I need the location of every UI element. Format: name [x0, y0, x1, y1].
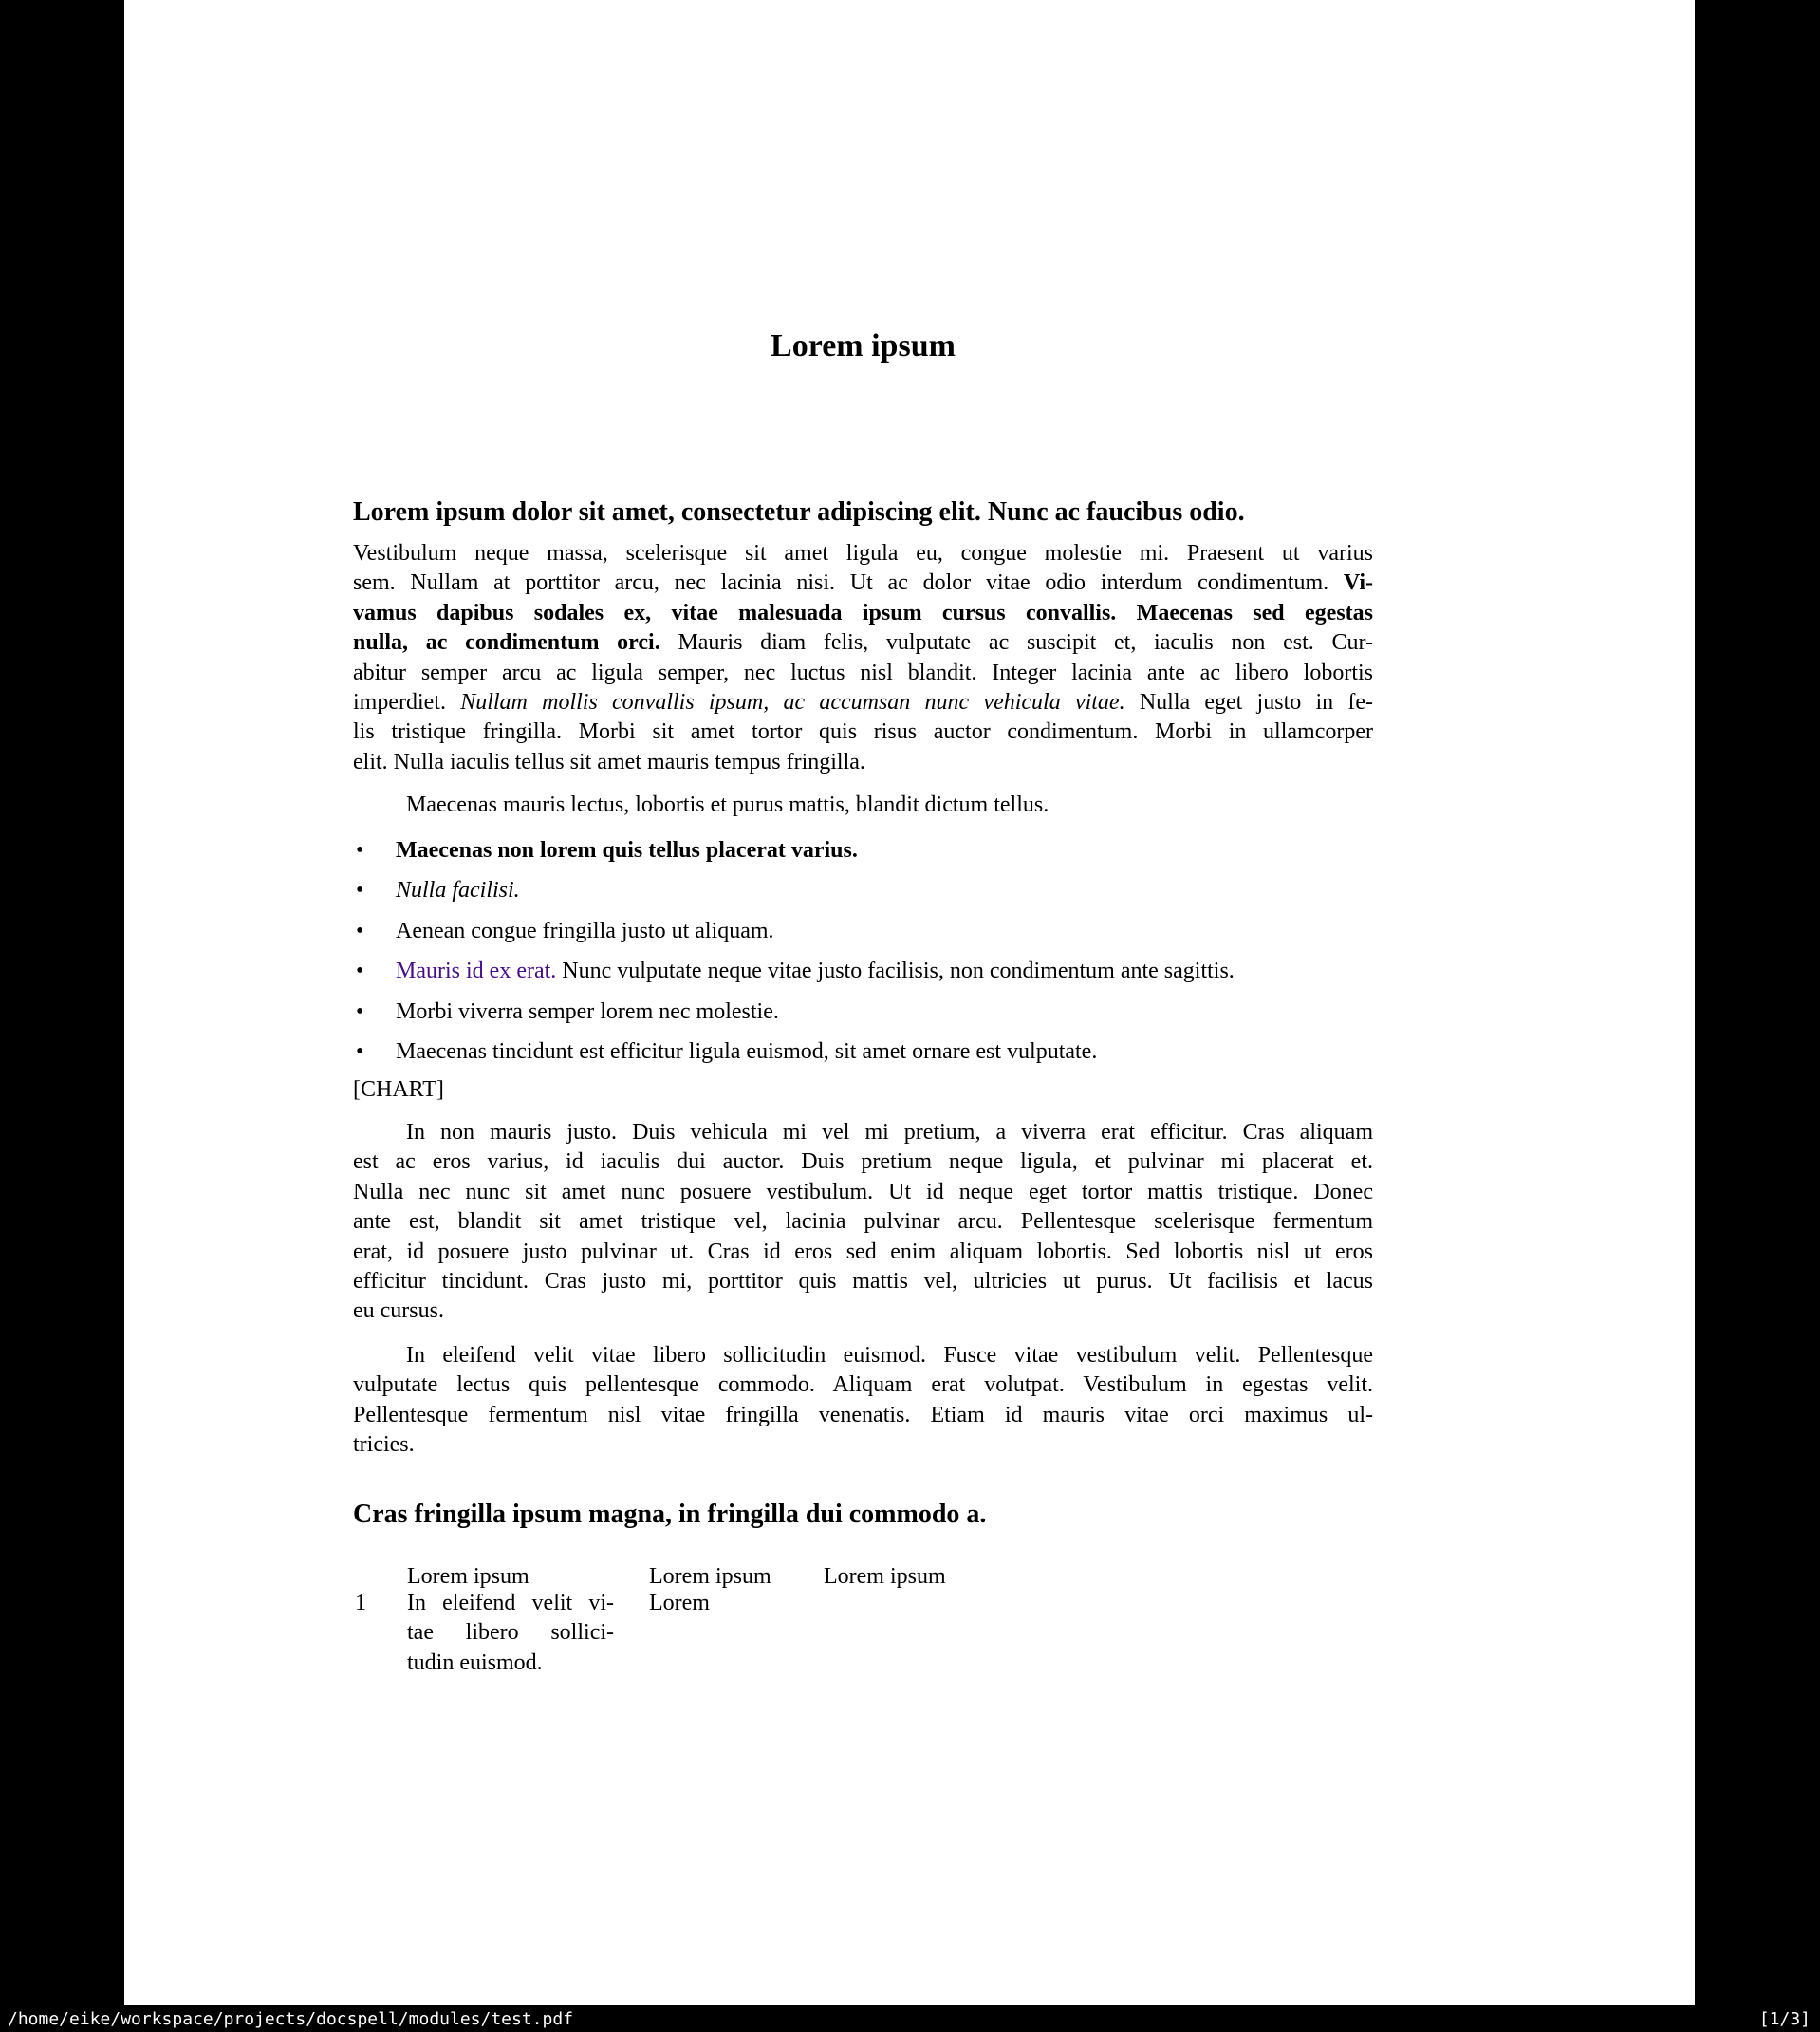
list-item: [353, 957, 1373, 986]
text-run: In non mauris justo. Duis vehicula mi vel mi pretium, a viverra erat efficitur. Cras aliquam: [406, 1120, 1373, 1145]
text-run: tricies.: [353, 1432, 415, 1458]
bullet-icon: •: [356, 1039, 364, 1065]
text-run: efficitur tincidunt. Cras justo mi, porttitor quis mattis vel, ultricies ut purus. Ut facilisis et lacus: [353, 1269, 1373, 1295]
text-run: erat, id posuere justo pulvinar ut. Cras id eros sed enim aliquam lobortis. Sed lobortis nisl ut eros: [353, 1239, 1373, 1264]
bullet-list: [353, 836, 1373, 1077]
text-run: ante est, blandit sit amet tristique vel, lacinia pulvinar arcu. Pellentesque scelerisque fermentum: [353, 1209, 1373, 1235]
text-run: Morbi viverra semper lorem nec molestie.: [396, 998, 779, 1024]
text-run: imperdiet.: [353, 690, 461, 716]
table-header-cell: Lorem ipsum: [824, 1564, 946, 1589]
text-run: Mauris diam felis, vulputate ac suscipit et, iaculis non est. Cur-: [678, 630, 1374, 656]
table-header-cell: Lorem ipsum: [407, 1564, 529, 1589]
text-run: lis tristique fringilla. Morbi sit amet tortor quis risus auctor condimentum. Morbi in ullamcorper: [353, 719, 1373, 745]
paragraph: [353, 1341, 1373, 1461]
inline-link[interactable]: Mauris id ex erat.: [396, 959, 557, 984]
text-run: Aenean congue fringilla justo ut aliquam.: [396, 918, 774, 943]
bullet-icon: •: [356, 878, 364, 904]
table-header-cell: Lorem ipsum: [649, 1564, 771, 1589]
text-run: In eleifend velit vi-: [407, 1591, 614, 1615]
bullet-icon: •: [356, 998, 364, 1024]
list-item: [353, 917, 1373, 946]
text-line: [407, 1618, 614, 1648]
text-line: [353, 539, 1373, 569]
table-cell: Lorem: [649, 1591, 710, 1615]
text-line: [353, 1401, 1373, 1430]
text-line: [353, 569, 1373, 598]
list-item: [353, 836, 1373, 866]
text-line: [407, 1589, 614, 1618]
text-run: In eleifend velit vitae libero sollicitudin euismod. Fusce vitae vestibulum velit. Pellentesque: [406, 1343, 1373, 1368]
list-item: [353, 1037, 1373, 1067]
text-line: [353, 1178, 1373, 1207]
document-page: [124, 0, 1695, 2005]
list-item-text: [396, 919, 774, 943]
paragraph: [353, 539, 1373, 777]
text-line: [353, 748, 1373, 777]
text-run: tudin euismod.: [407, 1650, 543, 1675]
text-run: Pellentesque fermentum nisl vitae fringilla venenatis. Etiam id mauris vitae orci maximus ul-: [353, 1402, 1373, 1427]
text-run: Nunc vulputate neque vitae justo facilisis, non condimentum ante sagittis.: [556, 959, 1235, 984]
text-run: est ac eros varius, id iaculis dui auctor. Duis pretium neque ligula, et pulvinar mi placerat et.: [353, 1149, 1373, 1175]
text-run: abitur semper arcu ac ligula semper, nec luctus nisl blandit. Integer lacinia ante ac libero lobortis: [353, 660, 1373, 685]
list-item-text: [396, 1039, 1097, 1064]
text-line: [353, 1238, 1373, 1267]
text-run: sem. Nullam at porttitor arcu, nec lacinia nisi. Ut ac dolor vitae odio interdum condimentum.: [353, 570, 1344, 596]
text-line: [353, 688, 1373, 718]
list-item-text: [396, 959, 1235, 983]
text-run: Vestibulum neque massa, scelerisque sit amet ligula eu, congue molestie mi. Praesent ut varius: [353, 541, 1373, 566]
text-line: [353, 1341, 1373, 1370]
text-run: Nullam mollis convallis ipsum, ac accumsan nunc vehicula vitae.: [460, 690, 1140, 716]
text-run: elit. Nulla iaculis tellus sit amet mauris tempus fringilla.: [353, 749, 865, 774]
table-row: [353, 1589, 1373, 1703]
list-item: [353, 997, 1373, 1027]
text-line: [407, 1649, 614, 1678]
bullet-icon: •: [356, 838, 364, 863]
text-line: [353, 628, 1373, 658]
text-run: Nulla eget justo in fe-: [1139, 690, 1373, 716]
text-line: [353, 1296, 1373, 1326]
list-item: [353, 876, 1373, 905]
table-cell: [407, 1589, 614, 1678]
text-run: nulla, ac condimentum orci.: [353, 630, 678, 656]
text-run: tae libero sollici-: [407, 1620, 614, 1646]
paragraph: [353, 1118, 1373, 1327]
text-run: eu cursus.: [353, 1298, 444, 1324]
subsection-heading: Cras fringilla ipsum magna, in fringilla dui commodo a.: [353, 1500, 987, 1529]
text-line: [353, 659, 1373, 688]
document-title: Lorem ipsum: [771, 328, 956, 364]
text-line: [353, 1267, 1373, 1296]
status-bar: [0, 2005, 1820, 2032]
text-run: Maecenas tincidunt est efficitur ligula euismod, sit amet ornare est vulputate.: [396, 1039, 1098, 1065]
bullet-icon: •: [356, 959, 364, 984]
text-line: [353, 599, 1373, 628]
bullet-icon: •: [356, 918, 364, 943]
text-run: Maecenas non lorem quis tellus placerat varius.: [396, 838, 858, 863]
file-path: /home/eike/workspace/projects/docspell/modules/test.pdf: [8, 2008, 574, 2029]
text-line: [353, 1118, 1373, 1147]
list-item-text: [396, 999, 779, 1024]
list-item-text: [396, 878, 520, 903]
text-run: Nulla facilisi.: [396, 878, 520, 904]
text-line: [353, 1207, 1373, 1237]
text-run: Nulla nec nunc sit amet nunc posuere vestibulum. Ut id neque eget tortor mattis tristique. Donec: [353, 1179, 1373, 1204]
data-table: [353, 1562, 1373, 1724]
row-number-cell: 1: [355, 1591, 366, 1615]
text-line: [353, 1147, 1373, 1177]
document-content: [353, 0, 1373, 2005]
page-indicator: [1/3]: [1758, 2008, 1811, 2029]
text-line: [353, 1430, 1373, 1460]
text-run: vulputate lectus quis pellentesque commodo. Aliquam erat volutpat. Vestibulum in egestas velit.: [353, 1372, 1373, 1398]
list-item-text: [396, 838, 858, 863]
text-run: Vi-: [1343, 570, 1373, 596]
chart-placeholder: [CHART]: [353, 1077, 444, 1102]
text-run: vamus dapibus sodales ex, vitae malesuada ipsum cursus convallis. Maecenas sed egestas: [353, 600, 1373, 625]
note-line: Maecenas mauris lectus, lobortis et purus mattis, blandit dictum tellus.: [406, 792, 1049, 817]
section-heading: Lorem ipsum dolor sit amet, consectetur adipiscing elit. Nunc ac faucibus odio.: [353, 497, 1245, 527]
text-line: [353, 1370, 1373, 1400]
text-line: [353, 718, 1373, 747]
